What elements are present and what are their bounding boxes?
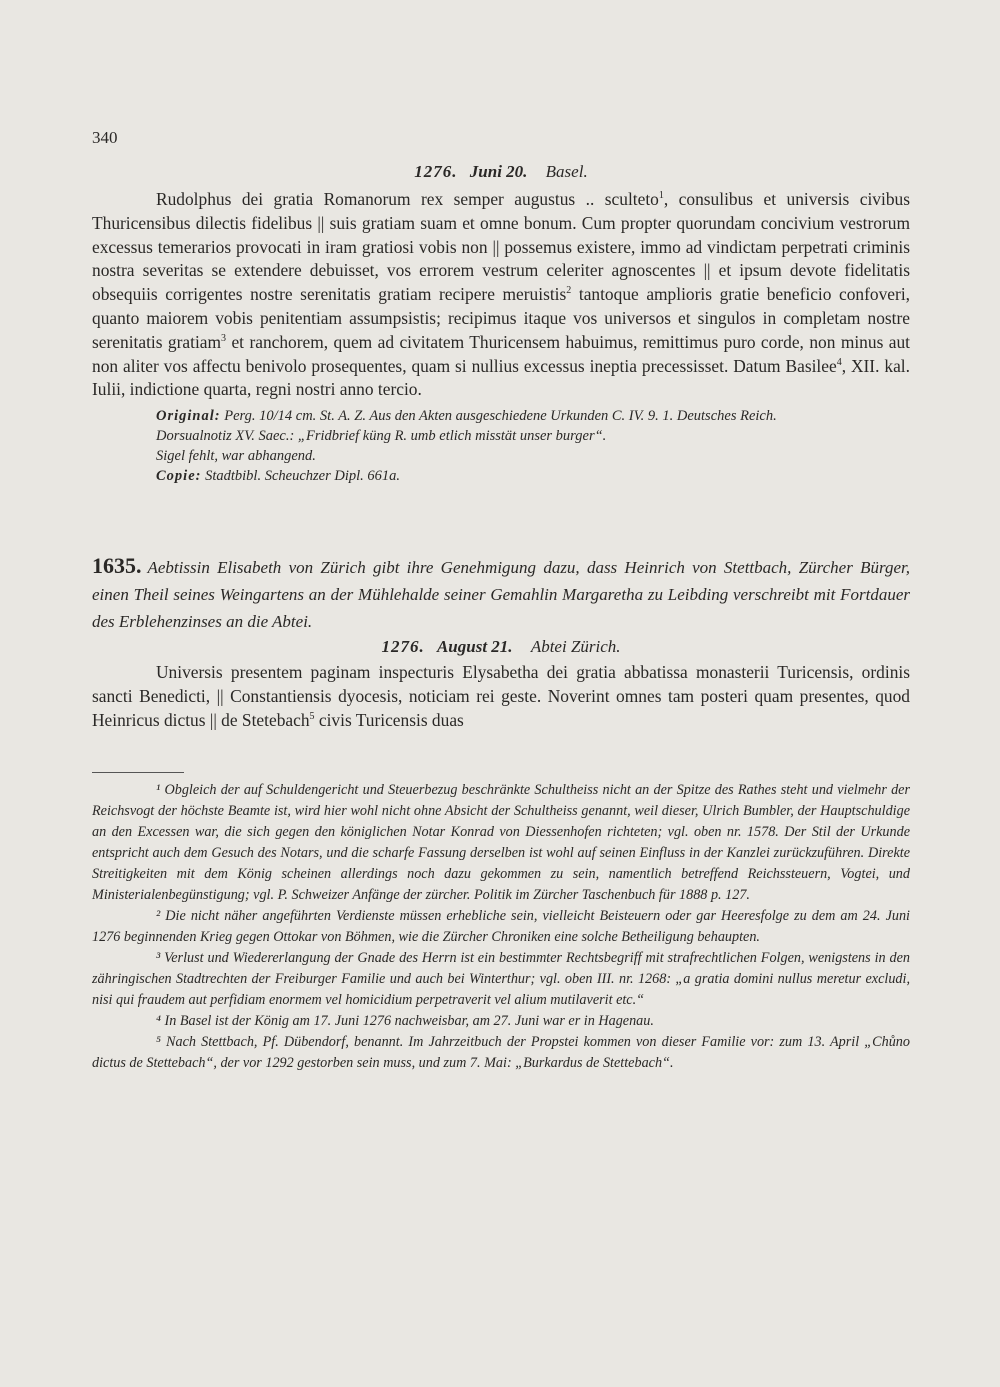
- footnote-3: ³ Verlust und Wiedererlangung der Gnade des Herrn ist ein bestimmter Rechtsbegriff mit strafrechtlichen Folgen, wenigstens in den zähringischen Stadtrechten der Freiburger Familie und auch bei Winterthur; vgl. oben III. nr. 1268: „a gratia domini nullus meretur excludi, nisi qui fraudem aut perfidiam enormem vel homicidium perpetraverit vel alium mutilaverit etc.“: [92, 950, 910, 1008]
- dorsual-note: Dorsualnotiz XV. Saec.: „Fridbrief küng R. umb etlich misstät unser burger“.: [156, 428, 607, 445]
- original-text: Perg. 10/14 cm. St. A. Z. Aus den Akten ausgeschiedene Urkunden C. IV. 9. 1. Deutsches Reich.: [224, 408, 777, 425]
- charter-text-part: tantoque amplioris gratie beneficio confoveri, quanto maiorem vobis penitentiam assumpsistis; recipimus itaque vos universos et singulos in completam nostre serenitatis gratiam: [92, 284, 910, 352]
- seal-note: Sigel fehlt, war abhangend.: [156, 448, 316, 465]
- page-number: 340: [92, 128, 118, 147]
- copy-note: [92, 466, 910, 486]
- footnotes: [92, 780, 910, 1074]
- document-number: 1635.: [92, 553, 142, 578]
- document-2: [92, 552, 910, 732]
- footnote-ref: 2: [566, 285, 572, 297]
- charter-text-part: civis Turicensis duas: [314, 709, 464, 730]
- regest-1635: [92, 552, 910, 635]
- original-label: Original:: [156, 408, 221, 425]
- date-year: 1276.: [381, 637, 425, 656]
- source-note: [156, 406, 910, 426]
- date-day: Juni 20.: [469, 162, 528, 181]
- date-day: August 21.: [436, 637, 513, 656]
- charter-text-part: , XII. kal. Iulii, indictione quarta, regni nostri anno tercio.: [92, 355, 910, 400]
- charter-text-1: [92, 188, 910, 402]
- footnote-1: ¹ Obgleich der auf Schuldengericht und Steuerbezug beschränkte Schultheiss nicht an der Spitze des Rathes steht und vielmehr der Reichsvogt der höchste Beamte ist, wird hier wohl nicht ohne Absicht der Schultheiss genannt, weil dieser, Ulrich Bumbler, der Hauptschuldige an den Excessen war, die sich gegen den königlichen Notar Konrad von Diessenhofen richteten; vgl. oben nr. 1578. Der Stil der Urkunde entspricht auch dem Gesuch des Notars, und die scharfe Fassung derselben ist wohl auf seinen Einfluss in der Kanzlei zurückzuführen. Direkte Streitigkeiten mit dem König scheinen allerdings noch dazu gekommen zu sein, namentlich betreffend Reichssteuern, Vogtei, und Ministerialenbegünstigung; vgl. P. Schweizer Anfänge der zürcher. Politik im Zürcher Taschenbuch für 1888 p. 127.: [92, 782, 910, 903]
- footnote-5: ⁵ Nach Stettbach, Pf. Dübendorf, benannt. Im Jahrzeitbuch der Propstei kommen von dieser Familie vor: zum 13. April „Chůno dictus de Stettebach“, der vor 1292 gestorben sein muss, und zum 7. Mai: „Burkardus de Stettebach“.: [92, 1034, 910, 1071]
- footnote-ref: 5: [309, 710, 315, 722]
- date-place: Basel.: [545, 162, 588, 181]
- charter-text-part: , consulibus et universis civibus Thuricensibus dilectis fidelibus || suis gratiam suam et omne bonum. Cum propter quorundam concivium vestrorum excessus temerarios provocati in iram gratiosi vobis non || possemus existere, immo ad vindictam perpetrati criminis nostra severitas se extendere debuisset, vos errorem vestrum celeriter agnoscentes || et ipsum devote fidelitatis obsequiis corrigentes nostre serenitatis gratiam recipere meruistis: [92, 189, 910, 305]
- footnote-2: ² Die nicht näher angeführten Verdienste müssen erhebliche sein, vielleicht Beisteuern oder gar Heeresfolge zu dem am 24. Juni 1276 beginnenden Krieg gegen Ottokar von Böhmen, wie die Zürcher Chroniken eine solche Betheiligung behaupten.: [92, 908, 910, 945]
- document-1: [92, 162, 910, 486]
- charter-text-part: Universis presentem paginam inspecturis Elysabetha dei gratia abbatissa monasterii Turicensis, ordinis sancti Benedicti, || Constantiensis dyocesis, noticiam rei geste. Noverint omnes tam posteri quam presentes, quod Heinricus dictus || de Stetebach: [92, 662, 910, 730]
- copy-label: Copie:: [156, 468, 202, 485]
- copy-text: Stadtbibl. Scheuchzer Dipl. 661a.: [205, 468, 401, 485]
- footnote-ref: 3: [221, 332, 227, 344]
- footnote-4: ⁴ In Basel ist der König am 17. Juni 1276 nachweisbar, am 27. Juni war er in Hagenau.: [156, 1013, 654, 1029]
- date-place: Abtei Zürich.: [530, 637, 621, 656]
- footnote-ref: 1: [658, 190, 664, 202]
- charter-text-part: et ranchorem, quem ad civitatem Thuricensem habuimus, remittimus puro corde, non minus aut non aliter vos affectu benivolo prosequentes, quam si nullius excessus ineptia precessisset. Datum Basilee: [92, 331, 911, 376]
- footnote-ref: 4: [836, 356, 842, 368]
- dateline-1: [92, 162, 910, 182]
- charter-text-part: Rudolphus dei gratia Romanorum rex semper augustus .. sculteto: [156, 189, 659, 209]
- date-year: 1276.: [414, 162, 458, 181]
- footnote-divider: [92, 772, 184, 773]
- dateline-2: [92, 637, 910, 657]
- charter-text-2: [92, 661, 910, 732]
- regest-text: Aebtissin Elisabeth von Zürich gibt ihre Genehmigung dazu, dass Heinrich von Stettbach, Zürcher Bürger, einen Theil seines Weingartens an der Mühlehalde seiner Gemahlin Margaretha zu Leibding verschreibt mit Fortdauer des Erblehenzinses an die Abtei.: [92, 558, 910, 631]
